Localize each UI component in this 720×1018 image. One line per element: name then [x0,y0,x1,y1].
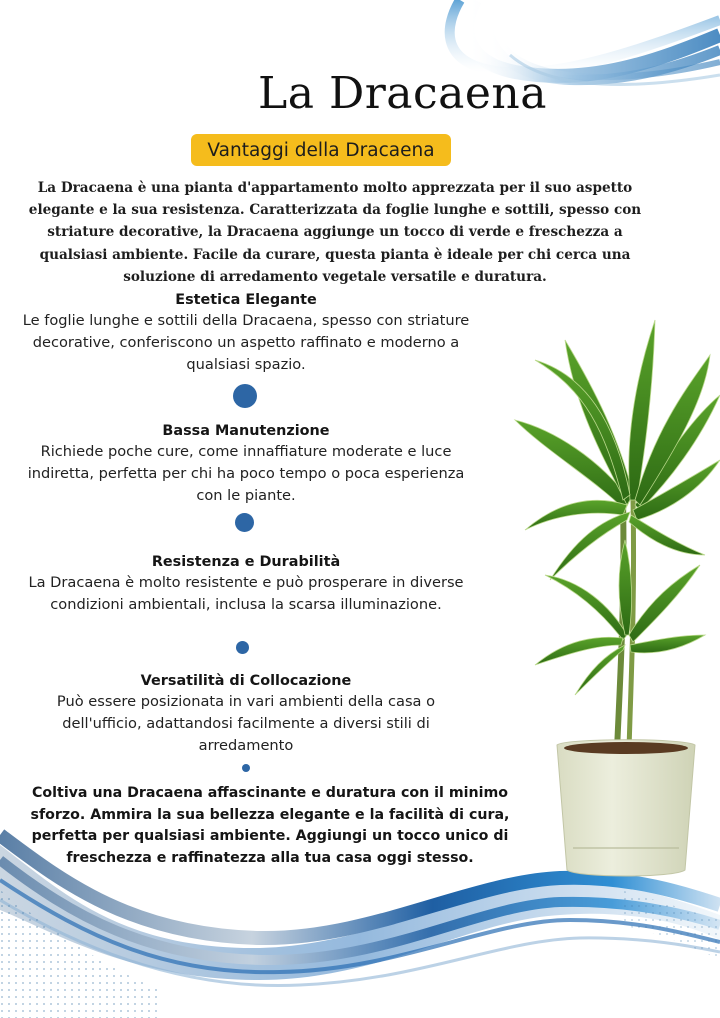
feature-heading: Resistenza e Durabilità [151,554,341,570]
closing-paragraph: Coltiva una Dracaena affascinante e duratura con il minimo sforzo. Ammira la sua bellezza elegante e la facilità di cura, perfetta per qualsiasi ambiente. Aggiungi un tocco unico di freschezza e raffinatezza alla tua casa oggi stesso. [30,785,510,866]
feature-text: Richiede poche cure, come innaffiature moderate e luce indiretta, perfetta per chi ha poco tempo o poca esperienza con le piante. [27,443,465,504]
feature-heading: Versatilità di Collocazione [140,673,352,689]
bullet-dot [242,764,250,772]
bullet-dot [236,641,249,654]
feature-heading: Bassa Manutenzione [162,423,330,439]
subtitle-badge: Vantaggi della Dracaena [191,134,451,166]
feature-versatility [22,671,470,757]
feature-text: La Dracaena è molto resistente e può prosperare in diverse condizioni ambientali, inclusa la scarsa illuminazione. [28,574,464,613]
feature-aesthetic [22,290,470,376]
bullet-dot [235,513,254,532]
feature-resistance [22,552,470,616]
feature-heading: Estetica Elegante [175,292,317,308]
bullet-dot [233,384,257,408]
dracaena-plant-image [505,300,720,890]
page-title: La Dracaena [258,68,547,119]
intro-paragraph: La Dracaena è una pianta d'appartamento molto apprezzata per il suo aspetto elegante e la sua resistenza. Caratterizzata da foglie lunghe e sottili, spesso con striature decorative, la Dracaena aggiunge un tocco di verde e freschezza a qualsiasi ambiente. Facile da curare, questa pianta è ideale per chi cerca una soluzione di arredamento vegetale versatile e duratura. [28,180,642,285]
feature-text: Può essere posizionata in vari ambienti della casa o dell'ufficio, adattandosi facilmente a diversi stili di arredamento [56,693,436,754]
feature-low-maintenance [22,421,470,507]
feature-text: Le foglie lunghe e sottili della Dracaena, spesso con striature decorative, conferiscono un aspetto raffinato e moderno a qualsiasi spazio. [22,312,470,373]
